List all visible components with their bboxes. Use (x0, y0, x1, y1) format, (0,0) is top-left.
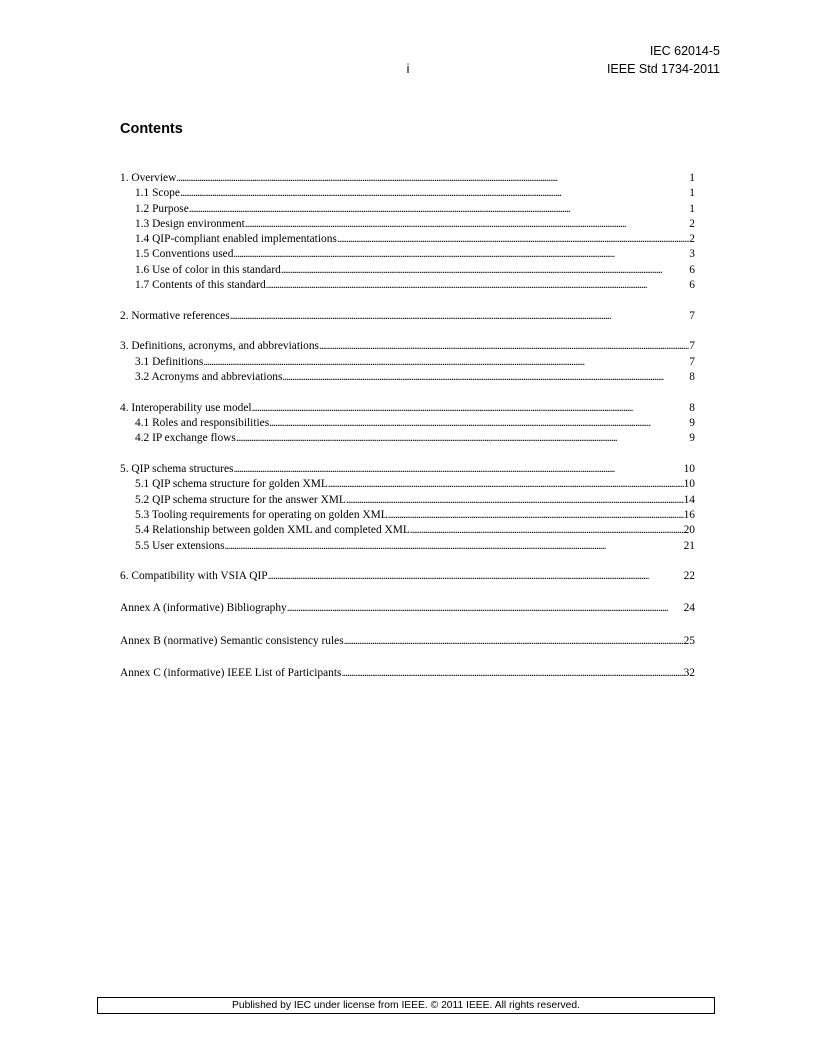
toc-subentry[interactable] (120, 539, 695, 554)
dot-leader (203, 355, 689, 370)
toc-page-number: 6 (689, 263, 695, 276)
toc-section-group (120, 309, 695, 324)
toc-entry[interactable] (120, 339, 695, 354)
toc-subentry[interactable] (120, 493, 695, 508)
toc-entry-title: 4.1 Roles and responsibilities (135, 417, 270, 430)
toc-entry-title: 2. Normative references (120, 309, 230, 322)
toc-entry[interactable] (120, 401, 695, 416)
toc-entry-title: 5. QIP schema structures (120, 463, 234, 476)
iec-standard-number: IEC 62014-5 (649, 44, 720, 58)
toc-section-group (120, 569, 695, 584)
table-of-contents (120, 171, 695, 698)
toc-entry[interactable] (120, 666, 695, 681)
toc-entry-title: Annex A (informative) Bibliography (120, 602, 287, 615)
toc-entry-title: 1.4 QIP-compliant enabled implementations (135, 233, 337, 246)
toc-page-number: 1 (689, 202, 695, 215)
dot-leader (245, 217, 690, 232)
toc-page-number: 2 (689, 217, 695, 230)
dot-leader (328, 477, 684, 492)
toc-subentry[interactable] (120, 523, 695, 538)
dot-leader (233, 462, 683, 477)
toc-entry[interactable] (120, 171, 695, 186)
dot-leader (269, 416, 689, 431)
dot-leader (225, 539, 684, 554)
dot-leader (281, 263, 689, 278)
toc-entry-title: 5.2 QIP schema structure for the answer XML (135, 493, 346, 506)
dot-leader (233, 247, 689, 262)
toc-entry-title: 1.2 Purpose (135, 202, 189, 215)
dot-leader (268, 569, 684, 584)
toc-page-number: 16 (683, 508, 695, 521)
toc-subentry[interactable] (120, 370, 695, 385)
toc-page-number: 24 (683, 602, 695, 615)
toc-entry-title: 3.1 Definitions (135, 355, 204, 368)
toc-page-number: 7 (689, 309, 695, 322)
toc-page-number: 22 (683, 570, 695, 583)
toc-page-number: 3 (689, 248, 695, 261)
toc-subentry[interactable] (120, 508, 695, 523)
dot-leader (287, 601, 684, 616)
dot-leader (319, 339, 689, 354)
dot-leader (344, 634, 684, 649)
toc-subentry[interactable] (120, 247, 695, 262)
toc-entry-title: 1.3 Design environment (135, 217, 245, 230)
contents-title: Contents (120, 121, 183, 137)
toc-page-number: 20 (683, 524, 695, 537)
toc-subentry[interactable] (120, 217, 695, 232)
dot-leader (282, 370, 689, 385)
page-header (96, 44, 720, 84)
toc-page-number: 21 (683, 539, 695, 552)
toc-page-number: 1 (689, 187, 695, 200)
toc-page-number: 10 (683, 478, 695, 491)
toc-page-number: 6 (689, 279, 695, 292)
dot-leader (410, 523, 684, 538)
toc-subentry[interactable] (120, 202, 695, 217)
toc-subentry[interactable] (120, 431, 695, 446)
dot-leader (236, 431, 689, 446)
toc-section-group (120, 462, 695, 554)
copyright-footer: Published by IEC under license from IEEE. © 2011 IEEE. All rights reserved. (97, 997, 715, 1014)
dot-leader (337, 232, 689, 247)
toc-page-number: 9 (689, 432, 695, 445)
toc-entry-title: 5.1 QIP schema structure for golden XML (135, 478, 328, 491)
dot-leader (230, 309, 690, 324)
toc-entry[interactable] (120, 634, 695, 649)
dot-leader (180, 186, 689, 201)
toc-subentry[interactable] (120, 263, 695, 278)
toc-entry-title: 3.2 Acronyms and abbreviations (135, 371, 283, 384)
toc-entry-title: 1.7 Contents of this standard (135, 279, 266, 292)
toc-section-group (120, 666, 695, 681)
dot-leader (266, 278, 690, 293)
toc-entry-title: 3. Definitions, acronyms, and abbreviations (120, 340, 319, 353)
toc-entry-title: 1.1 Scope (135, 187, 180, 200)
dot-leader (388, 508, 684, 523)
toc-page-number: 8 (689, 371, 695, 384)
toc-page-number: 9 (689, 417, 695, 430)
toc-section-group (120, 339, 695, 385)
toc-entry[interactable] (120, 309, 695, 324)
toc-subentry[interactable] (120, 278, 695, 293)
toc-subentry[interactable] (120, 186, 695, 201)
toc-section-group (120, 171, 695, 293)
toc-entry-title: 5.3 Tooling requirements for operating on golden XML (135, 508, 388, 521)
toc-entry[interactable] (120, 569, 695, 584)
toc-subentry[interactable] (120, 232, 695, 247)
toc-section-group (120, 634, 695, 649)
dot-leader (341, 666, 683, 681)
toc-entry-title: Annex B (normative) Semantic consistency rules (120, 634, 344, 647)
toc-section-group (120, 601, 695, 616)
toc-entry-title: 1.5 Conventions used (135, 248, 234, 261)
toc-page-number: 14 (683, 493, 695, 506)
toc-page-number: 32 (683, 667, 695, 680)
toc-entry[interactable] (120, 462, 695, 477)
toc-subentry[interactable] (120, 477, 695, 492)
toc-subentry[interactable] (120, 416, 695, 431)
toc-entry-title: 4. Interoperability use model (120, 401, 252, 414)
toc-page-number: 7 (689, 340, 695, 353)
toc-entry-title: 6. Compatibility with VSIA QIP (120, 570, 268, 583)
toc-entry-title: Annex C (informative) IEEE List of Participants (120, 667, 342, 680)
toc-page-number: 10 (683, 463, 695, 476)
toc-entry-title: 1. Overview (120, 172, 177, 184)
ieee-standard-number: IEEE Std 1734-2011 (606, 62, 720, 76)
toc-subentry[interactable] (120, 355, 695, 370)
dot-leader (252, 401, 690, 416)
toc-entry-title: 5.4 Relationship between golden XML and completed XML (135, 524, 410, 537)
toc-entry[interactable] (120, 601, 695, 616)
toc-entry-title: 5.5 User extensions (135, 539, 225, 552)
page-number: i (406, 62, 410, 76)
toc-page-number: 8 (689, 401, 695, 414)
toc-section-group (120, 401, 695, 447)
toc-page-number: 25 (683, 634, 695, 647)
toc-entry-title: 4.2 IP exchange flows (135, 432, 236, 445)
toc-entry-title: 1.6 Use of color in this standard (135, 263, 281, 276)
toc-page-number: 2 (689, 233, 695, 246)
toc-page-number: 1 (689, 172, 695, 184)
dot-leader (189, 202, 690, 217)
dot-leader (176, 171, 689, 186)
toc-page-number: 7 (689, 355, 695, 368)
dot-leader (346, 493, 684, 508)
